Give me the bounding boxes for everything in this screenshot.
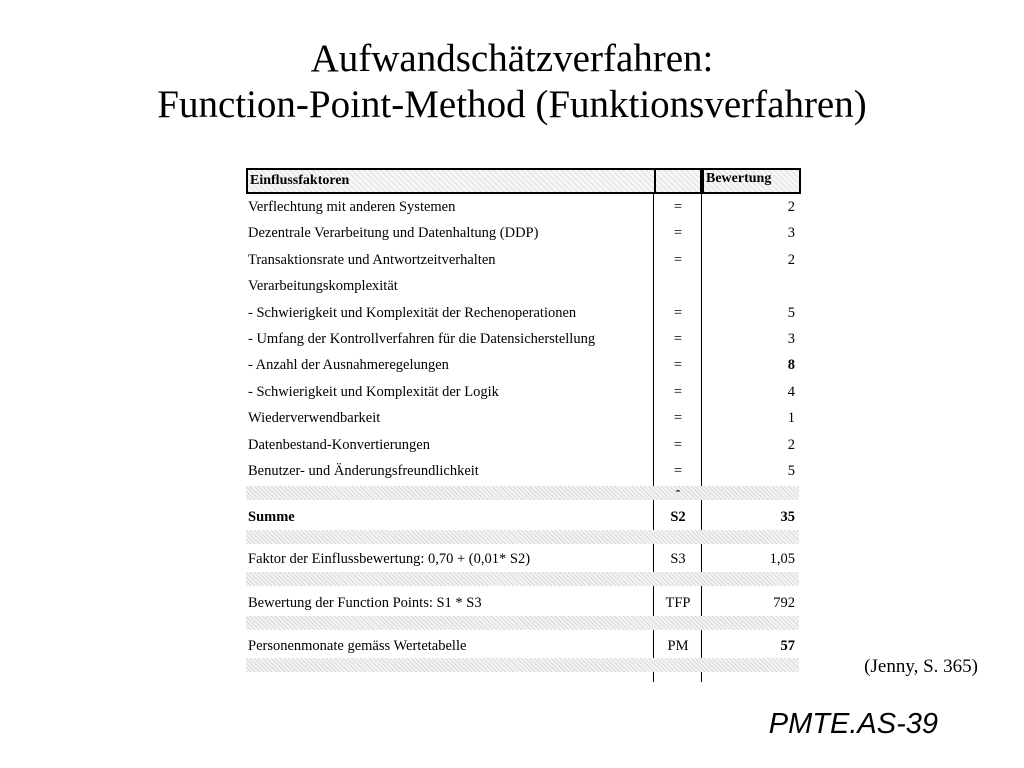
row-value: 3 bbox=[787, 225, 795, 242]
row-operator: = bbox=[673, 251, 683, 268]
shaded-separator bbox=[246, 658, 799, 672]
table-row bbox=[246, 273, 799, 299]
function-points-value: 792 bbox=[773, 595, 795, 611]
row-value: 2 bbox=[787, 436, 795, 453]
row-value: 2 bbox=[787, 251, 795, 268]
shaded-separator bbox=[246, 616, 799, 630]
header-rating: Bewertung bbox=[702, 168, 801, 194]
summe-value: 35 bbox=[780, 509, 795, 525]
summe-code: S2 bbox=[670, 509, 686, 525]
slide-id: PMTE.AS-39 bbox=[768, 708, 938, 740]
sum-dash: - bbox=[675, 483, 681, 498]
table-row bbox=[246, 405, 799, 431]
row-value: 4 bbox=[787, 383, 795, 400]
row-operator: = bbox=[673, 330, 683, 347]
row-value: 8 bbox=[787, 357, 795, 374]
faktor-value: 1,05 bbox=[769, 551, 795, 567]
summe-label: Summe bbox=[248, 509, 295, 525]
table-header bbox=[246, 168, 799, 194]
header-op-cell bbox=[654, 168, 702, 194]
row-operator: = bbox=[673, 383, 683, 400]
row-operator: = bbox=[673, 199, 683, 215]
slide-title bbox=[0, 36, 1024, 128]
row-label: - Schwierigkeit und Komplexität der Logik bbox=[248, 383, 499, 400]
row-label: - Schwierigkeit und Komplexität der Rechenoperationen bbox=[248, 304, 577, 321]
row-label: Benutzer- und Änderungsfreundlichkeit bbox=[248, 462, 479, 479]
row-label: - Anzahl der Ausnahmeregelungen bbox=[248, 357, 449, 374]
summe-row bbox=[246, 506, 799, 528]
row-operator: = bbox=[673, 410, 683, 427]
header-factors: Einflussfaktoren bbox=[246, 168, 656, 194]
title-line-2: Function-Point-Method (Funktionsverfahren) bbox=[157, 83, 867, 126]
function-point-table bbox=[246, 168, 799, 654]
row-label: - Umfang der Kontrollverfahren für die Datensicherstellung bbox=[248, 330, 596, 347]
shaded-separator bbox=[246, 530, 799, 544]
row-operator: = bbox=[673, 462, 683, 479]
faktor-label: Faktor der Einflussbewertung: 0,70 + (0,01* S2) bbox=[248, 551, 531, 567]
table-row bbox=[246, 326, 799, 352]
table-row bbox=[246, 352, 799, 378]
row-operator: = bbox=[673, 357, 683, 374]
row-operator: = bbox=[673, 304, 683, 321]
personenmonate-row bbox=[246, 635, 799, 657]
row-value: 5 bbox=[787, 462, 795, 479]
personenmonate-value: 57 bbox=[780, 638, 795, 654]
shaded-separator bbox=[246, 483, 799, 500]
table-row bbox=[246, 300, 799, 326]
row-operator: = bbox=[673, 225, 683, 242]
row-value: 5 bbox=[787, 304, 795, 321]
row-value: 2 bbox=[787, 199, 795, 215]
row-value: 3 bbox=[787, 330, 795, 347]
table-row bbox=[246, 247, 799, 273]
row-label: Wiederverwendbarkeit bbox=[248, 410, 381, 427]
function-points-row bbox=[246, 592, 799, 614]
citation: (Jenny, S. 365) bbox=[864, 656, 978, 677]
table-row bbox=[246, 379, 799, 405]
personenmonate-code: PM bbox=[667, 638, 689, 654]
row-label: Verflechtung mit anderen Systemen bbox=[248, 199, 456, 215]
title-line-1: Aufwandschätzverfahren: bbox=[310, 37, 714, 80]
function-points-label: Bewertung der Function Points: S1 * S3 bbox=[248, 595, 482, 611]
row-label: Transaktionsrate und Antwortzeitverhalten bbox=[248, 251, 496, 268]
personenmonate-label: Personenmonate gemäss Wertetabelle bbox=[248, 638, 467, 654]
function-points-code: TFP bbox=[665, 595, 691, 611]
table-row bbox=[246, 432, 799, 458]
row-value: 1 bbox=[787, 410, 795, 427]
row-label: Verarbeitungskomplexität bbox=[248, 278, 398, 295]
row-operator: = bbox=[673, 436, 683, 453]
faktor-row bbox=[246, 548, 799, 570]
faktor-code: S3 bbox=[670, 551, 686, 567]
row-label: Dezentrale Verarbeitung und Datenhaltung (DDP) bbox=[248, 225, 539, 242]
shaded-separator bbox=[246, 572, 799, 586]
row-label: Datenbestand-Konvertierungen bbox=[248, 436, 430, 453]
table-row bbox=[246, 458, 799, 484]
table-row bbox=[246, 194, 799, 220]
table-row bbox=[246, 220, 799, 246]
